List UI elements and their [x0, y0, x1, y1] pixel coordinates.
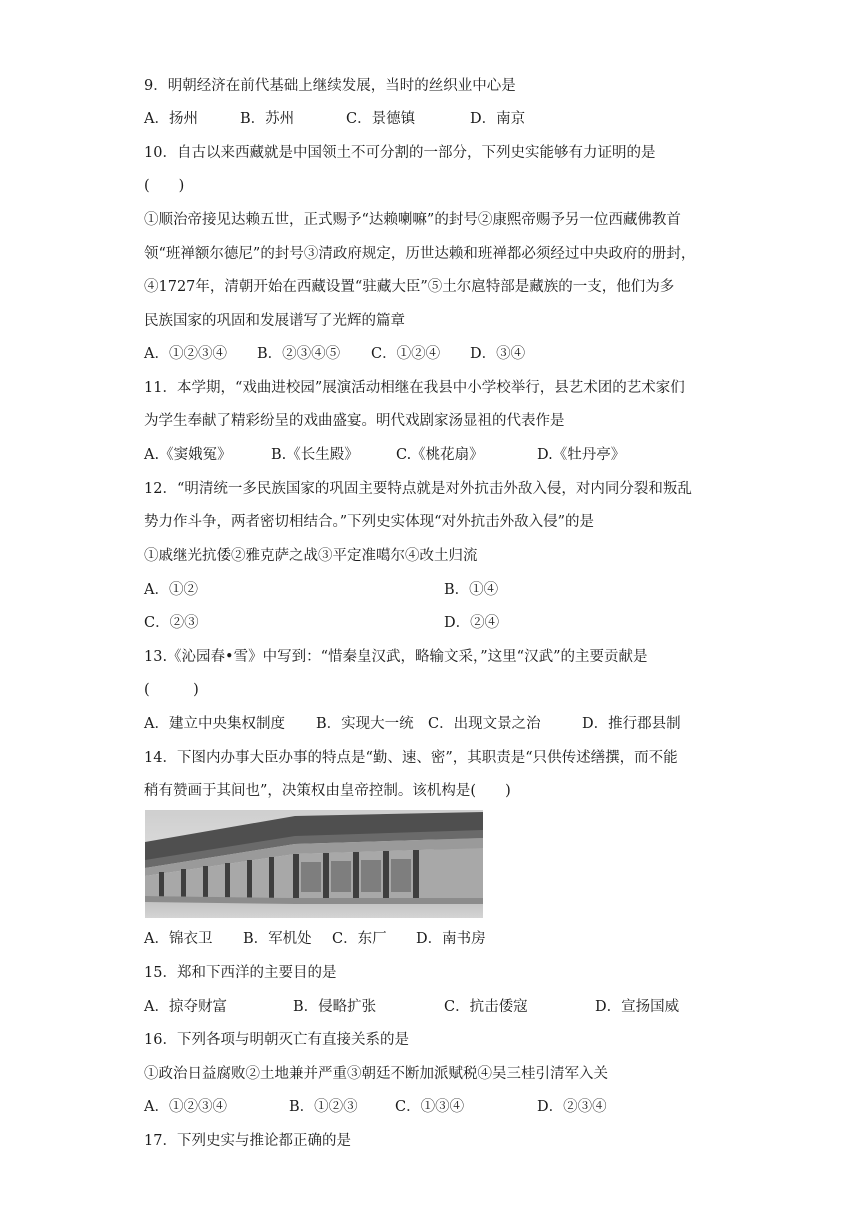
building-photo — [145, 810, 483, 918]
q9-option-d: D．南京 — [470, 111, 526, 127]
q16-option-c: C．①③④ — [395, 1099, 465, 1115]
q10-stem-line1: 10．自古以来西藏就是中国领土不可分割的一部分，下列史实能够有力证明的是 — [144, 145, 656, 161]
q10-option-b: B．②③④⑤ — [257, 346, 341, 362]
q11-option-c: C.《桃花扇》 — [396, 447, 484, 463]
q13-option-d: D．推行郡县制 — [582, 716, 681, 732]
q11-stem-line2: 为学生奉献了精彩纷呈的戏曲盛宴。明代戏剧家汤显祖的代表作是 — [144, 413, 565, 429]
q13-option-a: A．建立中央集权制度 — [144, 716, 285, 732]
q15-option-a: A．掠夺财富 — [144, 999, 227, 1015]
q13-option-b: B．实现大一统 — [316, 716, 414, 732]
q14-option-c: C．东厂 — [332, 931, 387, 947]
q14-option-b: B．军机处 — [243, 931, 312, 947]
q10-stem-line3: ①顺治帝接见达赖五世，正式赐予“达赖喇嘛”的封号②康熙帝赐予另一位西藏佛教首 — [144, 212, 681, 228]
q11-option-a: A.《窦娥冤》 — [144, 447, 232, 463]
q9-stem: 9．明朝经济在前代基础上继续发展，当时的丝织业中心是 — [144, 78, 516, 94]
q13-answer-blank: ( ) — [144, 682, 199, 698]
q12-stem-line3: ①戚继光抗倭②雅克萨之战③平定准噶尔④改土归流 — [144, 548, 478, 564]
q10-option-d: D．③④ — [470, 346, 526, 362]
q15-option-b: B．侵略扩张 — [293, 999, 377, 1015]
q17-stem: 17．下列史实与推论都正确的是 — [144, 1133, 351, 1149]
q10-stem-line6: 民族国家的巩固和发展谱写了光辉的篇章 — [144, 313, 405, 329]
q12-option-c: C．②③ — [144, 615, 199, 631]
q13-stem-line1: 13.《沁园春•雪》中写到：“惜秦皇汉武，略输文采，”这里“汉武”的主要贡献是 — [144, 649, 648, 665]
q15-stem: 15．郑和下西洋的主要目的是 — [144, 965, 337, 981]
q14-option-a: A．锦衣卫 — [144, 931, 213, 947]
q11-stem-line1: 11．本学期，“戏曲进校园”展演活动相继在我县中小学校举行，县艺术团的艺术家们 — [144, 380, 685, 396]
q13-option-c: C．出现文景之治 — [428, 716, 541, 732]
q10-option-a: A．①②③④ — [144, 346, 227, 362]
q16-stem-line2: ①政治日益腐败②土地兼并严重③朝廷不断加派赋税④吴三桂引清军入关 — [144, 1066, 608, 1082]
q12-stem-line2: 势力作斗争，两者密切相结合。”下列史实体现“对外抗击外敌入侵”的是 — [144, 514, 594, 530]
q16-option-a: A．①②③④ — [144, 1099, 227, 1115]
q9-option-a: A．扬州 — [144, 111, 198, 127]
q12-option-d: D．②④ — [444, 615, 500, 631]
q12-stem-line1: 12．“明清统一多民族国家的巩固主要特点就是对外抗击外敌入侵，对内同分裂和叛乱 — [144, 481, 692, 497]
q16-option-d: D．②③④ — [537, 1099, 607, 1115]
q11-option-b: B.《长生殿》 — [271, 447, 359, 463]
q14-stem-line2: 稍有赞画于其间也”，决策权由皇帝控制。该机构是( ) — [144, 783, 511, 799]
q16-option-b: B．①②③ — [289, 1099, 358, 1115]
q10-stem-line5: ④1727年，清朝开始在西藏设置“驻藏大臣”⑤土尔扈特部是藏族的一支，他们为多 — [144, 279, 675, 295]
q15-option-c: C．抗击倭寇 — [444, 999, 528, 1015]
q10-stem-line4: 领“班禅额尔德尼”的封号③清政府规定，历世达赖和班禅都必须经过中央政府的册封， — [144, 246, 696, 262]
q10-answer-blank: ( ) — [144, 178, 185, 194]
q10-option-c: C．①②④ — [371, 346, 441, 362]
q14-stem-line1: 14．下图内办事大臣办事的特点是“勤、速、密”，其职责是“只供传述缮撰，而不能 — [144, 750, 678, 766]
q12-option-a: A．①② — [144, 582, 198, 598]
q15-option-d: D．宣扬国威 — [595, 999, 680, 1015]
q12-option-b: B．①④ — [444, 582, 499, 598]
q14-option-d: D．南书房 — [416, 931, 486, 947]
q9-option-c: C．景德镇 — [346, 111, 416, 127]
q11-option-d: D.《牡丹亭》 — [537, 447, 626, 463]
q16-stem-line1: 16．下列各项与明朝灭亡有直接关系的是 — [144, 1032, 409, 1048]
q9-option-b: B．苏州 — [240, 111, 295, 127]
